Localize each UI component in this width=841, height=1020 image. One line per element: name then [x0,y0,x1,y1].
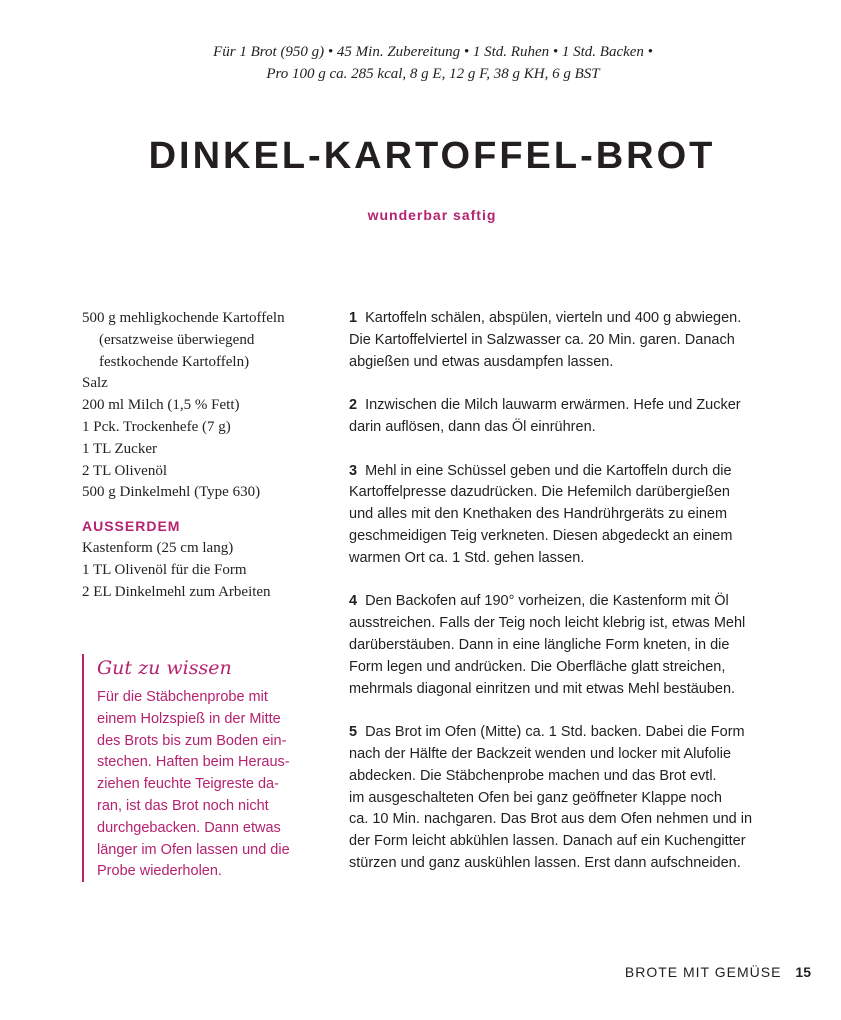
extra-ingredient-item: Kastenform (25 cm lang) [82,539,234,556]
recipe-meta [0,41,841,85]
instruction-steps [349,308,789,897]
step-text: Inzwischen die Milch lauwarm erwärmen. Hefe und Zucker [365,397,741,414]
step-line: abgießen und etwas ausdampfen lassen. [349,353,614,370]
ingredient-item: 500 g mehligkochende Kartoffeln [82,310,285,326]
step-number: 3 [349,462,358,479]
tip-line: Für die Stäbchenprobe mit [97,689,268,705]
page-number: 15 [795,964,811,980]
page-footer [625,964,811,980]
tip-title: Gut zu wissen [97,657,232,679]
extra-ingredients-heading: AUSSERDEM [82,518,181,535]
tip-line: einem Holzspieß in der Mitte [97,710,281,727]
tip-text [97,687,317,883]
ingredient-item: 500 g Dinkelmehl (Type 630) [82,484,261,501]
step-line: mehrmals diagonal einritzen und mit etwas Mehl bestäuben. [349,680,736,697]
tip-line: ran, ist das Brot noch nicht [97,797,269,814]
ingredient-note-line: festkochende Kartoffeln) [99,353,250,370]
ingredient-item: Salz [82,375,108,392]
tip-line: durchgebacken. Dann etwas [97,819,281,836]
ingredient-list [82,308,332,603]
recipe-meta-nutrition: Pro 100 g ca. 285 kcal, 8 g E, 12 g F, 38 g KH, 6 g BST [266,66,600,82]
step-line: ausstreichen. Falls der Teig noch leicht klebrig ist, etwas Mehl [349,615,746,632]
step-line: Kartoffelpresse dazudrücken. Die Hefemilch darübergießen [349,484,730,501]
tip-line: des Brots bis zum Boden ein- [97,732,287,749]
recipe-subtitle: wunderbar saftig [367,207,497,223]
step-line: Die Kartoffelviertel in Salzwasser ca. 20 Min. garen. Danach [349,331,735,348]
step-line [349,461,789,483]
step-4 [349,591,789,700]
step-line [349,722,789,744]
step-number: 1 [349,310,358,326]
step-line: Form legen und andrücken. Die Oberfläche glatt streichen, [349,658,726,675]
step-line: und alles mit den Knethaken des Handrührgeräts zu einem [349,506,728,523]
ingredient-note [82,330,332,374]
step-number: 5 [349,724,358,741]
tip-line: Probe wiederholen. [97,863,222,880]
ingredient-item: 2 TL Olivenöl [82,462,167,479]
extra-ingredient-item: 2 EL Dinkelmehl zum Arbeiten [82,583,271,600]
step-line: stürzen und ganz auskühlen lassen. Erst dann aufschneiden. [349,854,741,871]
step-line: warmen Ort ca. 1 Std. gehen lassen. [349,549,585,566]
step-line: darin auflösen, dann das Öl einrühren. [349,418,596,435]
tip-line: ziehen feuchte Teigreste da- [97,776,279,793]
step-1 [349,308,789,373]
step-number: 2 [349,397,358,414]
step-3 [349,461,789,570]
step-line [349,591,789,613]
ingredient-note-line: (ersatzweise überwiegend [99,331,255,348]
step-line: ca. 10 Min. nachgaren. Das Brot aus dem Ofen nehmen und in [349,811,753,828]
tip-line: stechen. Haften beim Heraus- [97,754,290,771]
step-text: Kartoffeln schälen, abspülen, vierteln und 400 g abwiegen. [365,310,742,326]
step-text: Den Backofen auf 190° vorheizen, die Kastenform mit Öl [365,593,729,610]
step-line: im ausgeschalteten Ofen bei ganz geöffneter Klappe noch [349,789,722,806]
step-line [349,395,789,417]
step-line: nach der Hälfte der Backzeit wenden und locker mit Alufolie [349,745,732,762]
step-line: der Form leicht abkühlen lassen. Danach auf ein Kuchengitter [349,833,746,850]
step-2 [349,395,789,439]
ingredient-item: 1 TL Zucker [82,440,157,457]
tip-box [82,654,317,882]
ingredient-item: 1 Pck. Trockenhefe (7 g) [82,418,231,435]
extra-ingredient-item: 1 TL Olivenöl für die Form [82,561,247,578]
step-text: Mehl in eine Schüssel geben und die Kartoffeln durch die [365,462,732,479]
step-text: Das Brot im Ofen (Mitte) ca. 1 Std. backen. Dabei die Form [365,724,745,741]
step-line: abdecken. Die Stäbchenprobe machen und das Brot evtl. [349,767,717,784]
footer-section-title: BROTE MIT GEMÜSE [624,964,782,980]
recipe-meta-yield-times: Für 1 Brot (950 g) • 45 Min. Zubereitung • 1 Std. Ruhen • 1 Std. Backen • [213,44,653,60]
step-number: 4 [349,593,358,610]
ingredient-item: 200 ml Milch (1,5 % Fett) [82,397,240,414]
recipe-title: DINKEL-KARTOFFEL-BROT [148,135,716,177]
step-line: darüberstäuben. Dann in eine längliche Form kneten, in die [349,636,730,653]
step-line: geschmeidigen Teig verkneten. Diesen abgedeckt an einem [349,527,733,544]
tip-line: länger im Ofen lassen und die [97,841,290,858]
step-5 [349,722,789,875]
step-line [349,308,789,330]
